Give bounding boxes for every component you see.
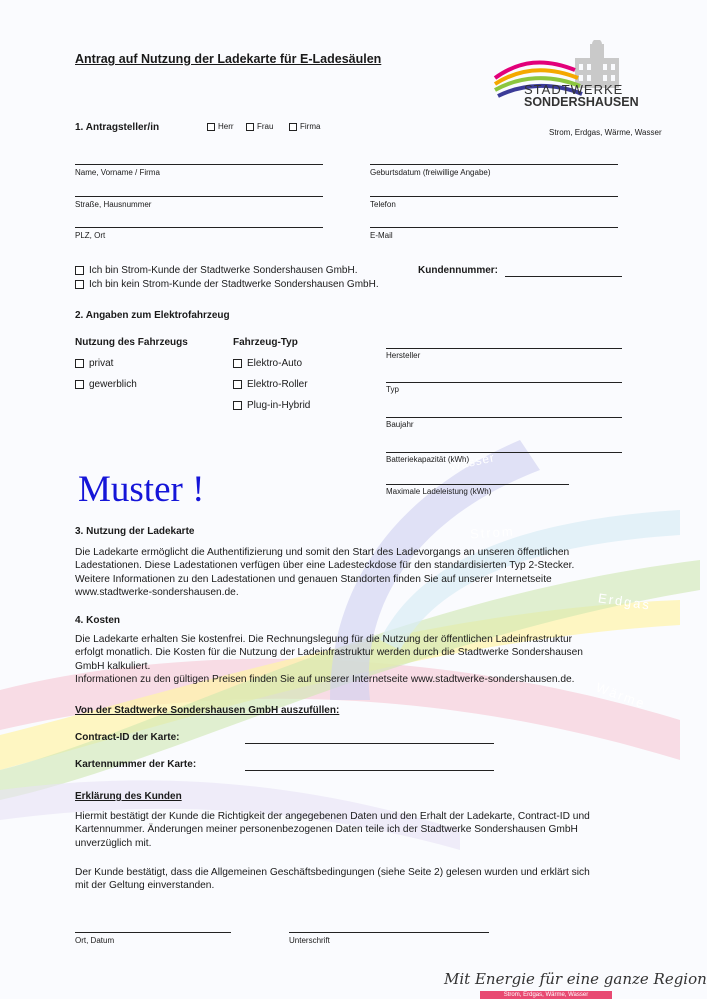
contract-id-field[interactable] — [245, 743, 494, 744]
name-field[interactable] — [75, 164, 323, 165]
email-label: E-Mail — [370, 231, 393, 240]
card-number-label: Kartennummer der Karte: — [75, 759, 197, 770]
logo-tagline: Strom, Erdgas, Wärme, Wasser — [549, 128, 662, 137]
text-line: mit der Geltung einverstanden. — [75, 880, 215, 892]
footer-slogan: Mit Energie für eine ganze Region — [444, 970, 707, 988]
manufacturer-label: Hersteller — [386, 351, 421, 360]
salutation-frau[interactable]: Frau — [246, 122, 273, 131]
bg-word-waerme: Wärme — [593, 679, 648, 712]
checkbox[interactable] — [233, 359, 242, 368]
declaration-text-2 — [75, 866, 627, 893]
bg-word-strom: Strom — [469, 523, 516, 542]
bg-word-wasser: Wasser — [448, 450, 497, 474]
checkbox[interactable] — [75, 280, 84, 289]
text-line: Die Ladekarte ermöglicht die Authentifizierung und somit den Start des Ladevorgangs an unseren öffentlichen — [75, 547, 570, 558]
contract-id-label: Contract-ID der Karte: — [75, 732, 180, 743]
card-number-field[interactable] — [245, 770, 494, 771]
text-line: erfolgt monatlich. Die Kosten für die Nutzung der Ladeinfrastruktur werden durch die Stadtwerke Sondershausen — [75, 647, 583, 659]
model-field[interactable] — [386, 382, 622, 383]
customer-number-label: Kundennummer: — [418, 265, 498, 276]
manufacturer-field[interactable] — [386, 348, 622, 349]
birthdate-label: Geburtsdatum (freiwillige Angabe) — [370, 168, 491, 177]
customer-no-option[interactable]: Ich bin kein Strom-Kunde der Stadtwerke Sondershausen GmbH. — [75, 279, 379, 290]
birthdate-field[interactable] — [370, 164, 618, 165]
text-line: Hiermit bestätigt der Kunde die Richtigkeit der angegebenen Daten und den Erhalt der Ladekarte, Contract-ID und — [75, 811, 590, 822]
checkbox[interactable] — [246, 123, 254, 131]
bg-word-erdgas: Erdgas — [597, 590, 652, 613]
section3-heading: 3. Nutzung der Ladekarte — [75, 526, 195, 537]
text-line: Kartennummer. Änderungen meiner personenbezogenen Daten teile ich der Stadtwerke Sondershausen GmbH — [75, 824, 578, 836]
usage-heading: Nutzung des Fahrzeugs — [75, 337, 188, 348]
email-field[interactable] — [370, 227, 618, 228]
section3-text — [75, 546, 627, 600]
text-line: unverzüglich mit. — [75, 837, 152, 849]
checkbox[interactable] — [75, 359, 84, 368]
name-label: Name, Vorname / Firma — [75, 168, 160, 177]
usage-privat-option[interactable]: privat — [75, 358, 113, 369]
model-label: Typ — [386, 385, 399, 394]
text-line: www.stadtwerke-sondershausen.de. — [75, 587, 239, 599]
city-field[interactable] — [75, 227, 323, 228]
usage-gewerblich-option[interactable]: gewerblich — [75, 379, 137, 390]
customer-yes-option[interactable]: Ich bin Strom-Kunde der Stadtwerke Sondershausen GmbH. — [75, 265, 357, 276]
city-label: PLZ, Ort — [75, 231, 106, 240]
checkbox[interactable] — [233, 380, 242, 389]
type-roller-option[interactable]: Elektro-Roller — [233, 379, 308, 390]
year-field[interactable] — [386, 417, 622, 418]
customer-number-field[interactable] — [505, 276, 622, 277]
place-date-label: Ort, Datum — [75, 936, 115, 945]
office-heading: Von der Stadtwerke Sondershausen GmbH auszufüllen: — [75, 705, 340, 716]
text-line: GmbH kalkuliert. — [75, 660, 151, 672]
charging-power-field[interactable] — [386, 484, 569, 485]
place-date-field[interactable] — [75, 932, 231, 933]
signature-label: Unterschrift — [289, 936, 330, 945]
text-line: Weitere Informationen zu den Ladestationen und genauen Standorten finden Sie auf unserer Internetseite — [75, 573, 552, 585]
salutation-firma[interactable]: Firma — [289, 122, 320, 131]
type-heading: Fahrzeug-Typ — [233, 337, 298, 348]
declaration-text-1 — [75, 810, 627, 850]
declaration-heading: Erklärung des Kunden — [75, 791, 182, 802]
phone-field[interactable] — [370, 196, 618, 197]
checkbox[interactable] — [207, 123, 215, 131]
logo-line1: STADTWERKE — [524, 82, 624, 97]
footer-bar: Strom, Erdgas, Wärme, Wasser — [480, 991, 612, 999]
battery-label: Batteriekapazität (kWh) — [386, 455, 470, 464]
section4-text — [75, 633, 627, 687]
section1-heading: 1. Antragsteller/in — [75, 122, 160, 133]
page-title: Antrag auf Nutzung der Ladekarte für E-Ladesäulen — [75, 52, 382, 66]
battery-field[interactable] — [386, 452, 622, 453]
street-label: Straße, Hausnummer — [75, 200, 152, 209]
type-hybrid-option[interactable]: Plug-in-Hybrid — [233, 400, 310, 411]
text-line: Informationen zu den gültigen Preisen finden Sie auf unserer Internetseite www.stadtwerke-sondershausen.de. — [75, 674, 575, 686]
checkbox[interactable] — [75, 266, 84, 275]
salutation-herr[interactable]: Herr — [207, 122, 234, 131]
logo-line2: SONDERSHAUSEN — [524, 95, 639, 109]
text-line: Die Ladekarte erhalten Sie kostenfrei. Die Rechnungslegung für die Nutzung der öffentlichen Ladeinfrastruktur — [75, 634, 573, 645]
section2-heading: 2. Angaben zum Elektrofahrzeug — [75, 310, 230, 321]
checkbox[interactable] — [233, 401, 242, 410]
watermark-muster: Muster ! — [78, 469, 205, 510]
type-auto-option[interactable]: Elektro-Auto — [233, 358, 302, 369]
checkbox[interactable] — [75, 380, 84, 389]
text-line: Ladestationen. Diese Ladestationen verfügen über eine Ladesteckdose für den standardisierten Typ 2-Stecker. — [75, 560, 575, 572]
charging-power-label: Maximale Ladeleistung (kWh) — [386, 487, 492, 496]
phone-label: Telefon — [370, 200, 396, 209]
year-label: Baujahr — [386, 420, 414, 429]
section4-heading: 4. Kosten — [75, 615, 121, 626]
text-line: Der Kunde bestätigt, dass die Allgemeinen Geschäftsbedingungen (siehe Seite 2) gelesen wurden und erklärt sich — [75, 867, 590, 878]
street-field[interactable] — [75, 196, 323, 197]
checkbox[interactable] — [289, 123, 297, 131]
signature-field[interactable] — [289, 932, 489, 933]
